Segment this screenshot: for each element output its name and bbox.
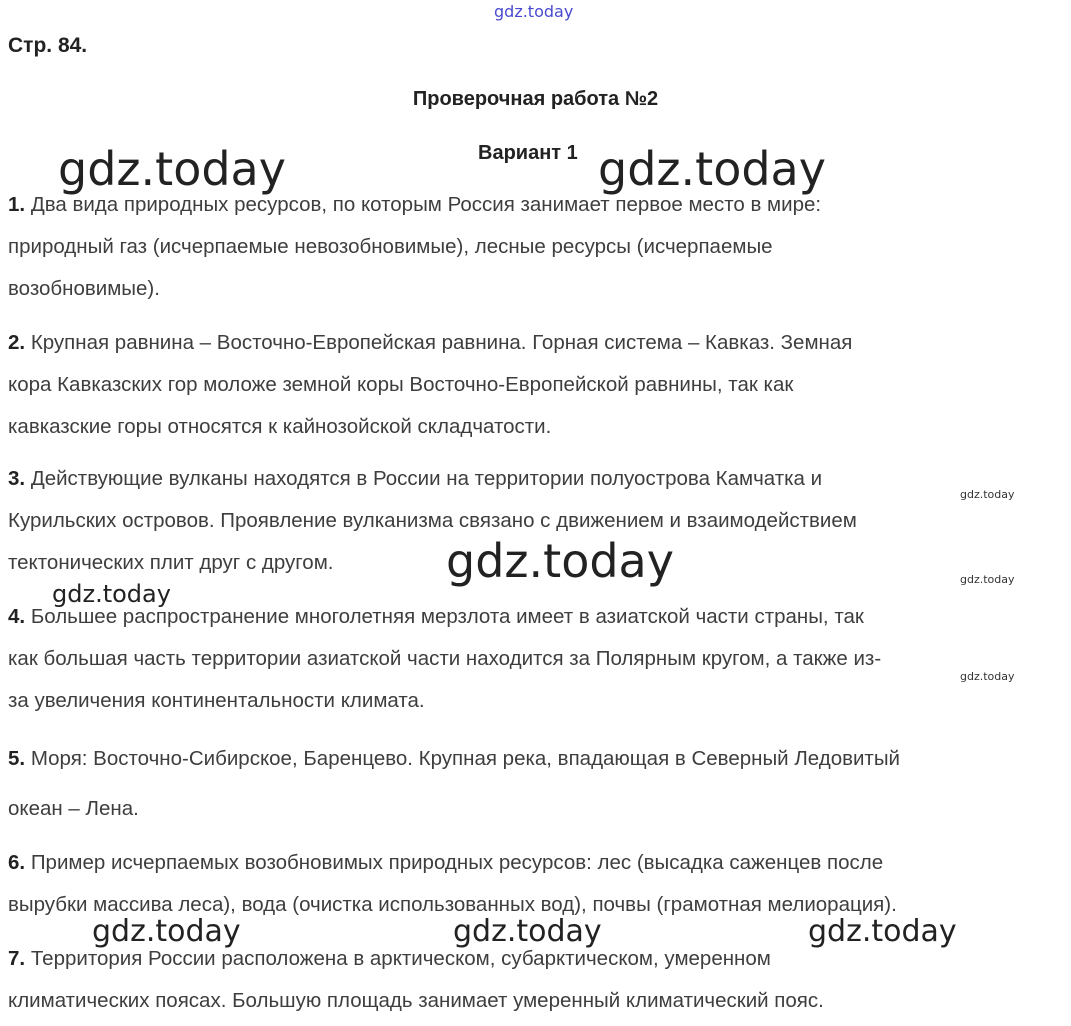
answer-number: 2. [8,331,26,354]
answer-line: 5. Моря: Восточно-Сибирское, Баренцево. Крупная река, впадающая в Северный Ледовитый [8,747,901,770]
watermark-small: gdz.today [960,488,1015,501]
answer-line: 7. Территория России расположена в арктическом, субарктическом, умеренном [8,947,771,970]
answer-line: как большая часть территории азиатской части находится за Полярным кругом, а также из- [8,647,882,670]
answer-line: вырубки массива леса), вода (очистка использованных вод), почвы (грамотная мелиорация). [8,893,897,916]
answer-3 [8,458,1068,584]
watermark-medium: gdz.today [92,914,241,949]
watermark-large: gdz.today [446,534,674,588]
answer-number: 3. [8,467,26,490]
answer-line: кавказские горы относятся к кайнозойской складчатости. [8,415,552,438]
watermark-small: gdz.today [960,670,1015,683]
answer-number: 5. [8,747,26,770]
answer-line: 1. Два вида природных ресурсов, по которым Россия занимает первое место в мире: [8,193,822,216]
variant-heading: Вариант 1 [478,142,578,164]
watermark-small: gdz.today [960,573,1015,586]
answer-line: кора Кавказских гор моложе земной коры Восточно-Европейской равнины, так как [8,373,794,396]
answer-number: 7. [8,947,26,970]
answer-line: 2. Крупная равнина – Восточно-Европейская равнина. Горная система – Кавказ. Земная [8,331,853,354]
watermark-medium: gdz.today [453,914,602,949]
answer-line: природный газ (исчерпаемые невозобновимые), лесные ресурсы (исчерпаемые [8,235,773,258]
answer-line: возобновимые). [8,277,160,300]
answer-line: океан – Лена. [8,797,139,820]
watermark-top: gdz.today [494,2,574,21]
answer-line: тектонических плит друг с другом. [8,551,334,574]
answer-line: 3. Действующие вулканы находятся в России на территории полуострова Камчатка и [8,467,823,490]
answer-number: 1. [8,193,26,216]
answer-line: климатических поясах. Большую площадь занимает умеренный климатический пояс. [8,989,824,1012]
answer-line: 4. Большее распространение многолетняя мерзлота имеет в азиатской части страны, так [8,605,864,628]
answer-line: за увеличения континентальности климата. [8,689,425,712]
answer-2 [8,322,1068,448]
answer-4 [8,596,1068,722]
watermark-medium: gdz.today [52,580,171,608]
answer-6 [8,842,1068,926]
watermark-large: gdz.today [58,142,286,196]
answer-5 [8,734,1068,834]
answer-line: Курильских островов. Проявление вулканизма связано с движением и взаимодействием [8,509,857,532]
page-reference: Стр. 84. [8,34,88,57]
watermark-medium: gdz.today [808,914,957,949]
watermark-large: gdz.today [598,142,826,196]
answer-line: 6. Пример исчерпаемых возобновимых природных ресурсов: лес (высадка саженцев после [8,851,884,874]
answer-7 [8,938,1068,1022]
document-title: Проверочная работа №2 [412,88,659,110]
answer-number: 6. [8,851,26,874]
answer-1 [8,184,1068,310]
answer-number: 4. [8,605,26,628]
